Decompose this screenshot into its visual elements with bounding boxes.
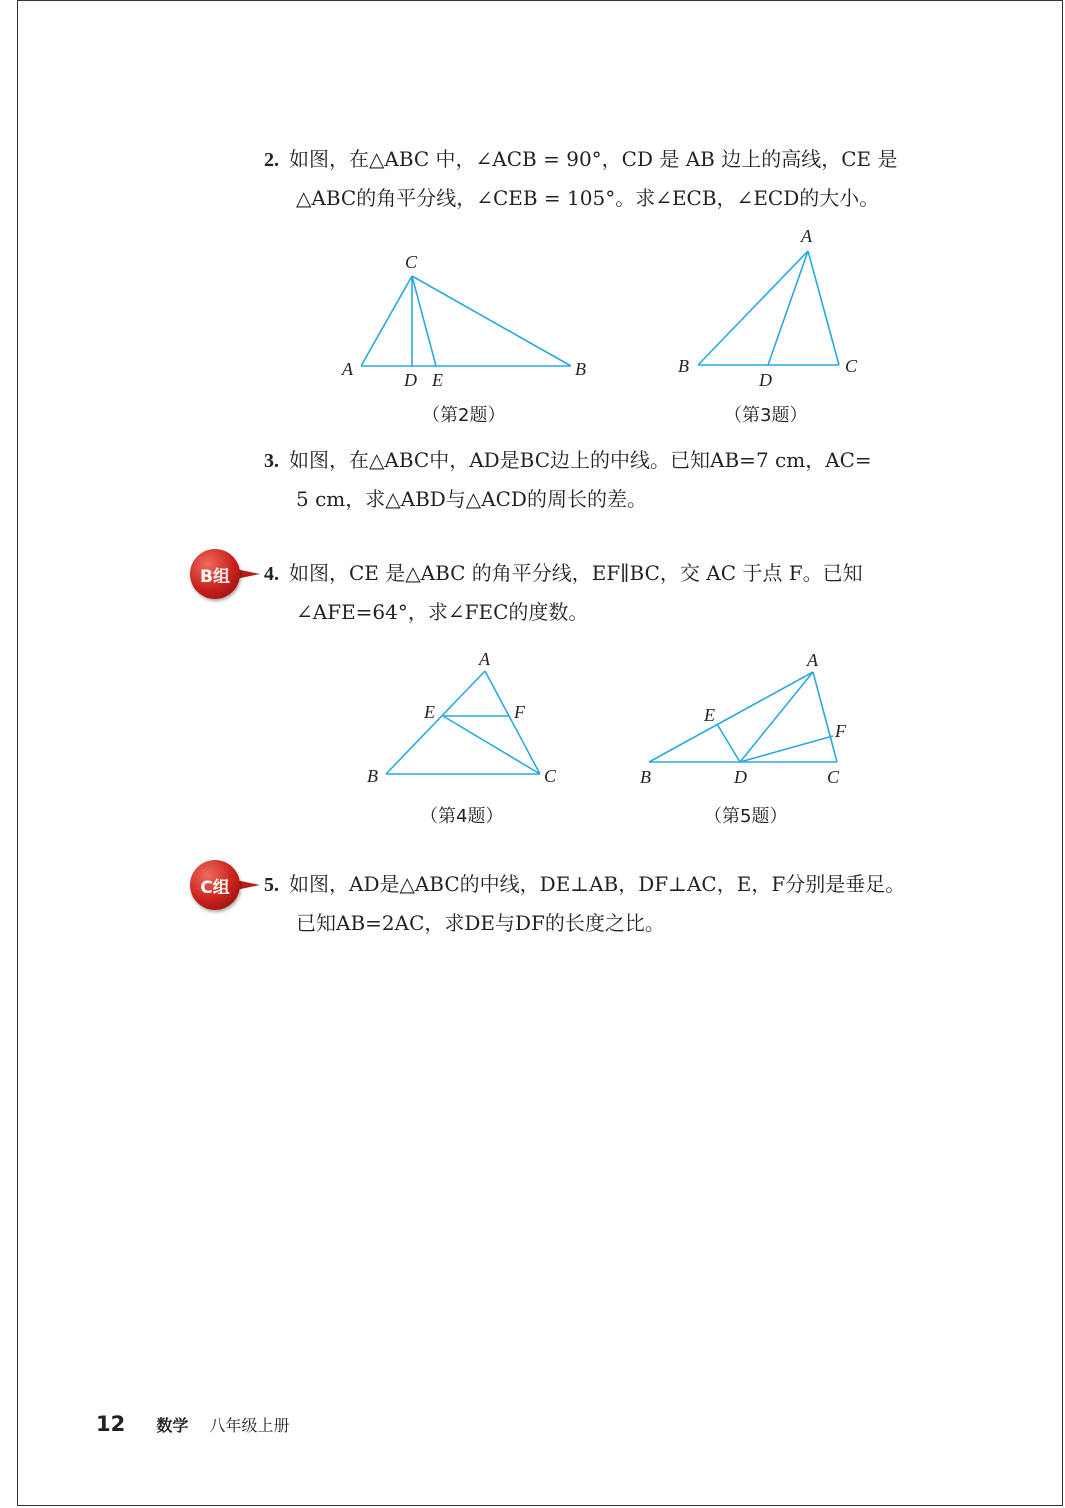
problem-text-line1: 如图，在△ABC 中，∠ACB = 90°，CD 是 AB 边上的高线，CE 是 — [289, 147, 898, 171]
segment-DE — [717, 724, 740, 762]
label-D: D — [759, 370, 772, 390]
label-C: C — [405, 252, 418, 272]
footer-grade: 八年级上册 — [209, 1416, 290, 1435]
segment-CE — [412, 276, 436, 366]
segment-CB — [412, 276, 571, 366]
segment-AC — [485, 671, 540, 774]
segment-AB — [386, 671, 485, 774]
problem-text-line2: 已知AB=2AC，求DE与DF的长度之比。 — [296, 911, 665, 935]
figure-caption-2: （第2题） — [422, 405, 506, 426]
label-D: D — [734, 767, 747, 787]
label-F: F — [514, 702, 525, 722]
label-B: B — [678, 356, 689, 376]
footer-subject: 数学 — [156, 1416, 189, 1435]
group-c-badge: C组 — [190, 860, 240, 910]
problem-2 — [264, 140, 934, 217]
figure-problem-4 — [355, 645, 575, 790]
group-b-badge: B组 — [190, 549, 240, 599]
label-E: E — [704, 705, 715, 725]
segment-AC — [808, 251, 839, 365]
figure-caption-4: （第4题） — [420, 806, 504, 827]
problem-number: 2. — [264, 149, 279, 171]
problem-number: 4. — [264, 563, 279, 585]
segment-AC — [813, 672, 837, 762]
segment-EC — [443, 716, 540, 774]
segment-AD — [740, 672, 813, 762]
label-A: A — [479, 649, 490, 669]
problem-4 — [264, 554, 934, 631]
segment-AB — [698, 251, 808, 365]
problem-text-line2: 5 cm，求△ABD与△ACD的周长的差。 — [296, 487, 647, 511]
label-F: F — [835, 721, 846, 741]
figure-problem-2 — [330, 245, 600, 390]
figure-problem-5 — [630, 645, 860, 795]
page-footer — [96, 1412, 289, 1436]
label-A: A — [342, 359, 353, 379]
label-D: D — [404, 370, 417, 390]
label-C: C — [845, 356, 858, 376]
segment-DF — [740, 736, 833, 762]
figure-problem-3 — [670, 222, 870, 392]
problem-3 — [264, 441, 934, 518]
problem-text-line1: 如图，在△ABC中，AD是BC边上的中线。已知AB=7 cm，AC= — [289, 448, 872, 472]
problem-text-line1: 如图，AD是△ABC的中线，DE⊥AB，DF⊥AC，E，F分别是垂足。 — [289, 872, 906, 896]
problem-number: 5. — [264, 874, 279, 896]
figure-caption-5: （第5题） — [704, 806, 788, 827]
segment-AC — [361, 276, 412, 366]
label-A: A — [801, 226, 812, 246]
page-number: 12 — [96, 1412, 126, 1436]
label-B: B — [367, 766, 378, 786]
problem-5 — [264, 865, 934, 942]
label-B: B — [575, 359, 586, 379]
label-C: C — [544, 766, 557, 786]
label-A: A — [807, 650, 818, 670]
label-E: E — [424, 702, 435, 722]
problem-text-line1: 如图，CE 是△ABC 的角平分线，EF∥BC，交 AC 于点 F。已知 — [289, 561, 863, 585]
problem-text-line2: △ABC的角平分线，∠CEB = 105°。求∠ECB，∠ECD的大小。 — [296, 186, 880, 210]
figure-caption-3: （第3题） — [724, 405, 808, 426]
label-C: C — [827, 767, 840, 787]
label-B: B — [640, 767, 651, 787]
problem-number: 3. — [264, 450, 279, 472]
segment-AD — [768, 251, 808, 365]
problem-text-line2: ∠AFE=64°，求∠FEC的度数。 — [296, 600, 589, 624]
label-E: E — [432, 370, 443, 390]
